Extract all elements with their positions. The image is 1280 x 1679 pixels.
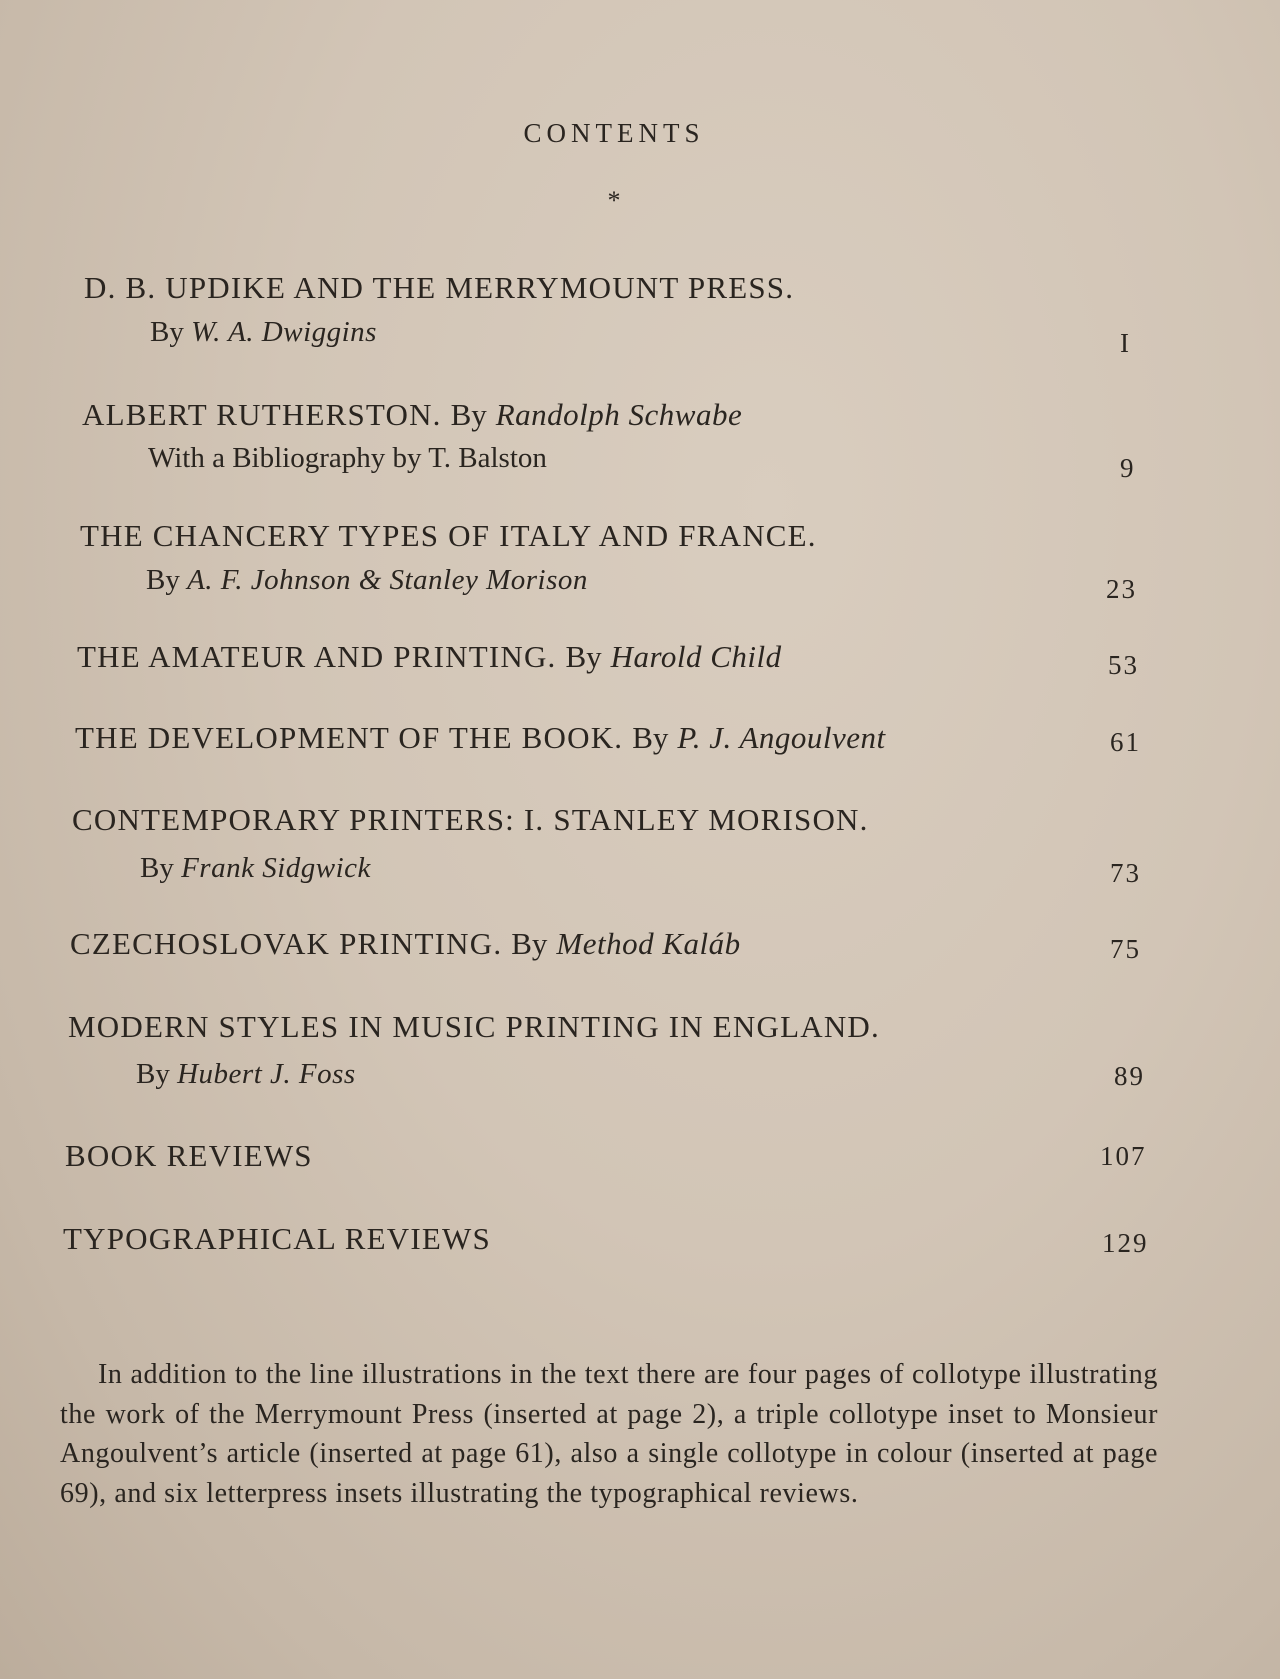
toc-entry-extra: With a Bibliography by T. Balston — [148, 442, 547, 474]
toc-entry-page: 129 — [1102, 1228, 1149, 1258]
asterisk-ornament: * — [607, 186, 621, 215]
toc-entry-page: I — [1120, 328, 1131, 358]
toc-entry-byline: By Hubert J. Foss — [136, 1058, 356, 1090]
toc-entry-page: 107 — [1100, 1141, 1147, 1171]
toc-entry-title: THE CHANCERY TYPES OF ITALY AND FRANCE. — [80, 518, 817, 553]
toc-entry-page: 89 — [1114, 1061, 1145, 1091]
toc-entry-title: MODERN STYLES IN MUSIC PRINTING IN ENGLAND. — [68, 1009, 880, 1044]
toc-entry-byline: By W. A. Dwiggins — [150, 316, 377, 348]
toc-entry-title: THE AMATEUR AND PRINTING. By Harold Child — [77, 639, 782, 674]
toc-entry-page: 23 — [1106, 574, 1137, 604]
toc-entry-title: CZECHOSLOVAK PRINTING. By Method Kaláb — [70, 926, 741, 961]
toc-entry-title: D. B. UPDIKE AND THE MERRYMOUNT PRESS. — [84, 270, 795, 305]
toc-entry-page: 75 — [1110, 934, 1141, 964]
toc-entry-page: 53 — [1108, 650, 1139, 680]
illustrations-note: In addition to the line illustrations in the text there are four pages of collotype illustrating the work of the Merrymount Press (inserted at page 2), a triple collotype inset to Monsieur Angoulvent’s article (inserted at page 61), also a single collotype in colour (inserted at page 69), and six letterpress insets illustrating the typographical reviews. — [60, 1359, 1158, 1509]
toc-entry-title: TYPOGRAPHICAL REVIEWS — [63, 1221, 491, 1256]
page-heading: CONTENTS — [523, 118, 705, 148]
toc-entry-title: CONTEMPORARY PRINTERS: I. STANLEY MORISON. — [72, 802, 869, 837]
toc-entry-title: ALBERT RUTHERSTON. By Randolph Schwabe — [82, 397, 743, 432]
toc-entry-page: 73 — [1110, 858, 1141, 888]
toc-entry-byline: By Frank Sidgwick — [140, 852, 371, 884]
toc-entry-title: BOOK REVIEWS — [65, 1138, 313, 1173]
toc-entry-byline: By A. F. Johnson & Stanley Morison — [146, 564, 588, 596]
toc-entry-page: 9 — [1120, 453, 1136, 483]
toc-entry-page: 61 — [1110, 727, 1141, 757]
toc-entry-title: THE DEVELOPMENT OF THE BOOK. By P. J. Angoulvent — [75, 720, 886, 755]
